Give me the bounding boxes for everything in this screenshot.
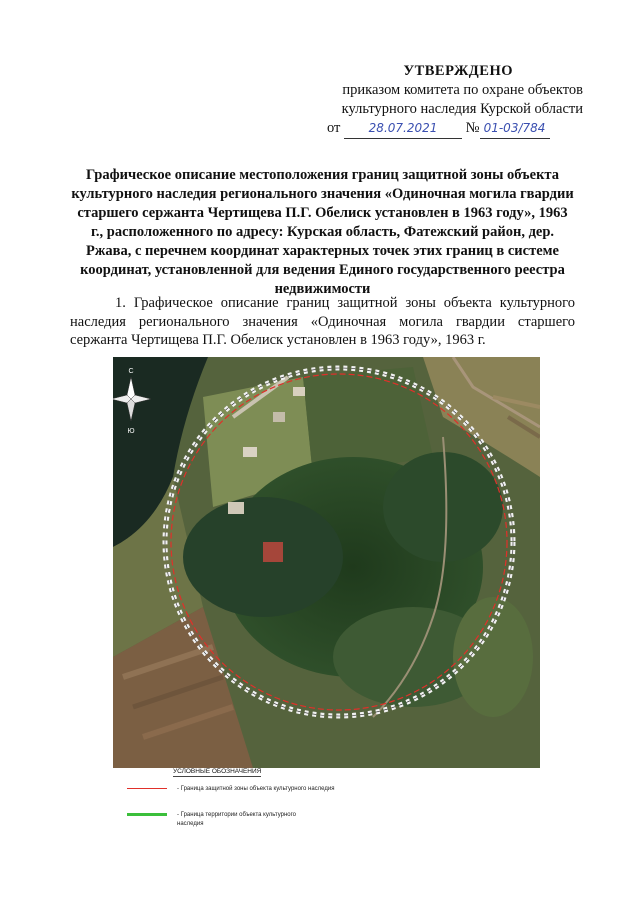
approval-heading: УТВЕРЖДЕНО xyxy=(403,63,513,79)
from-label: от xyxy=(327,120,341,136)
document-title: Графическое описание местоположения границ защитной зоны объекта культурного наследия регионального значения «Одиночная могила гвардии старшего сержанта Чертищева П.Г. Обелиск установлен в 1963 году», 1963 г., расположенного по адресу: Курская область, Фатежский район, дер. Ржава, с перечнем координат характерных точек этих границ в системе координат, установленной для ведения Единого государственного реестра недвижимости xyxy=(71,167,574,297)
approval-number: 01-03/784 xyxy=(480,119,550,139)
legend-item-2-label: - Граница территории объекта культурного xyxy=(177,812,297,818)
map-graphic xyxy=(113,357,540,768)
approval-line-2: культурного наследия Курской области xyxy=(341,101,583,117)
section-paragraph: 1. Графическое описание границ защитной зоны объекта культурного наследия регионального значения «Одиночная могила гвардии старшего сержанта Чертищева П.Г. Обелиск установлен в 1963 году», 1963 г. xyxy=(70,295,575,348)
approval-block xyxy=(313,62,583,139)
number-label: № xyxy=(465,120,480,136)
satellite-map xyxy=(113,357,540,768)
approval-line-1: приказом комитета по охране объектов xyxy=(342,82,583,98)
map-legend xyxy=(113,768,540,858)
legend-title: УСЛОВНЫЕ ОБОЗНАЧЕНИЯ xyxy=(173,768,262,775)
territory-swatch xyxy=(127,813,167,816)
legend-item-1-label: - Граница защитной зоны объекта культурного наследия xyxy=(177,786,335,792)
approval-date: 28.07.2021 xyxy=(344,119,462,139)
compass-south-label: Ю xyxy=(127,428,135,435)
legend-item-protective-zone xyxy=(127,786,334,792)
compass-north-label: С xyxy=(128,368,134,375)
legend-item-territory xyxy=(127,812,296,818)
approval-date-number xyxy=(313,119,583,139)
legend-item-2-continued: наследия xyxy=(177,821,204,827)
protective-zone-swatch xyxy=(127,788,167,789)
